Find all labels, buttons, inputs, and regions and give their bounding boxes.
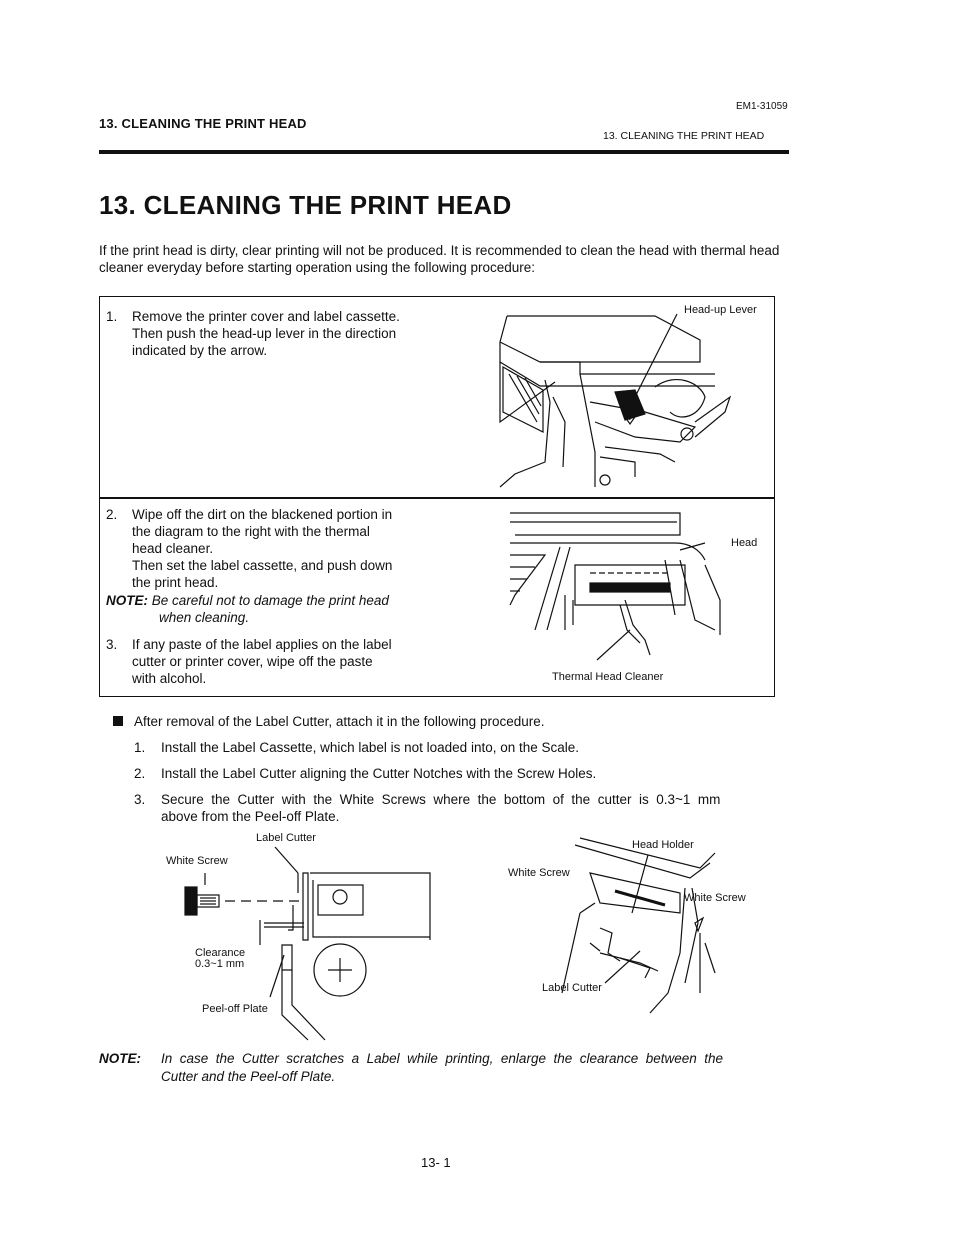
fig3-label-cutter: Label Cutter (256, 832, 316, 844)
note-line-1: Be careful not to damage the print head (151, 593, 389, 608)
fig3-clearance: Clearance (195, 947, 246, 959)
cutter-step-2-number: 2. (134, 766, 146, 781)
page-number: 13- 1 (421, 1155, 451, 1170)
head-up-lever-label: Head-up Lever (684, 304, 757, 316)
note-prefix: NOTE: (106, 593, 148, 608)
thermal-head-cleaner-label: Thermal Head Cleaner (552, 671, 664, 683)
head-up-lever-illustration (495, 302, 765, 494)
footnote-note-label: NOTE: (99, 1051, 141, 1066)
cutter-clearance-diagram (180, 845, 440, 1045)
footnote-line-1: In case the Cutter scratches a Label while printing, enlarge the clearance between the (161, 1051, 724, 1066)
step-text: Remove the printer cover and label cassette. Then push the head-up lever in the direction indicated by the arrow. (132, 309, 400, 358)
fig4-label-cutter: Label Cutter (542, 982, 602, 994)
cutter-step-2-text: Install the Label Cutter aligning the Cutter Notches with the Screw Holes. (161, 766, 597, 781)
fig3-clearance-value: 0.3~1 mm (195, 958, 245, 970)
procedure-box-divider (99, 497, 775, 499)
step-1 (106, 308, 486, 368)
fig4-white-screw-left: White Screw (508, 867, 570, 879)
step-text: Wipe off the dirt on the blackened portion in the diagram to the right with the thermal head cleaner. Then set the label cassette, and push down the print head. (132, 507, 393, 590)
head-label: Head (731, 537, 758, 549)
step-2-note-line-2: when cleaning. (159, 610, 250, 625)
cutter-step-3-text-line-2: above from the Peel-off Plate. (161, 809, 340, 824)
footnote-line-2: Cutter and the Peel-off Plate. (161, 1069, 336, 1084)
fig3-peel-off-plate: Peel-off Plate (202, 1003, 268, 1015)
document-code: EM1-31059 (736, 101, 788, 112)
cutter-step-3-number: 3. (134, 792, 146, 807)
step-number: 3. (106, 637, 118, 652)
page-title: 13. CLEANING THE PRINT HEAD (99, 190, 512, 220)
step-2-note (106, 592, 389, 609)
bullet-square (113, 716, 123, 726)
step-number: 2. (106, 507, 118, 522)
step-number: 1. (106, 309, 118, 324)
header-rule (99, 150, 789, 154)
cutter-step-1-number: 1. (134, 740, 146, 755)
cutter-step-1-text: Install the Label Cassette, which label is not loaded into, on the Scale. (161, 740, 580, 755)
running-header-right: 13. CLEANING THE PRINT HEAD (603, 130, 765, 142)
step-text: If any paste of the label applies on the label cutter or printer cover, wipe off the paste with alcohol. (132, 637, 392, 686)
intro-paragraph: If the print head is dirty, clear printing will not be produced. It is recommended to clean the head with thermal head cleaner everyday before starting operation using the following procedure: (99, 243, 780, 275)
fig3-white-screw: White Screw (166, 855, 228, 867)
step-2 (106, 506, 486, 596)
head-cleaning-illustration (505, 505, 735, 670)
step-3 (106, 636, 486, 691)
footnote-prefix (99, 1050, 141, 1068)
cutter-step-3-text: Secure the Cutter with the White Screws where the bottom of the cutter is 0.3~1 mm (161, 792, 721, 807)
cutter-intro: After removal of the Label Cutter, attach it in the following procedure. (134, 714, 545, 729)
fig4-white-screw-right: White Screw (684, 892, 746, 904)
fig4-head-holder: Head Holder (632, 839, 694, 851)
running-header-left: 13. CLEANING THE PRINT HEAD (99, 116, 307, 131)
